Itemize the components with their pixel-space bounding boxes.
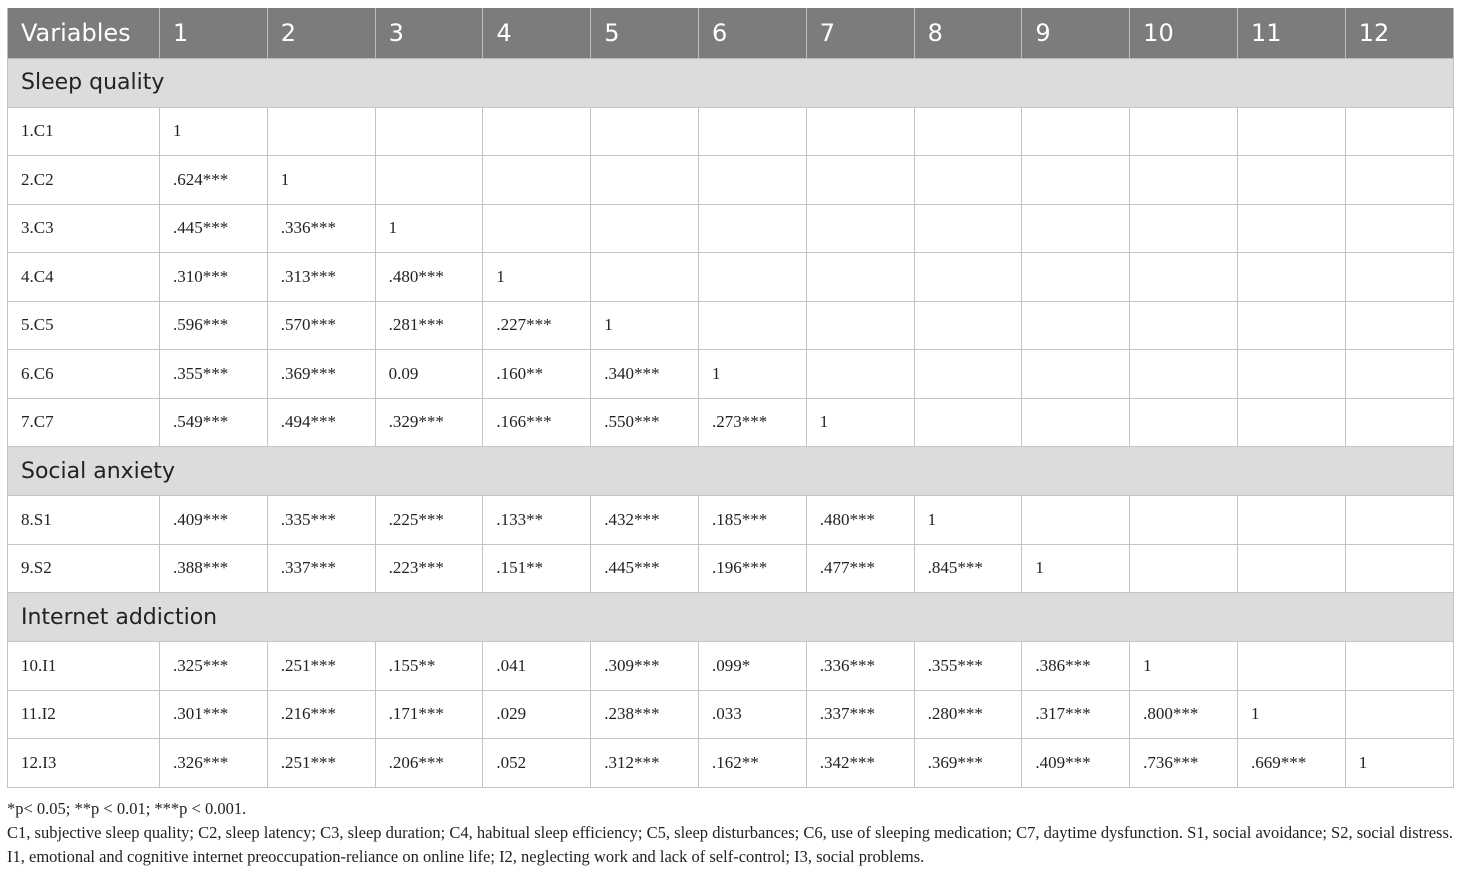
table-cell: .549*** <box>160 398 268 447</box>
table-cell <box>591 107 699 156</box>
section-title: Internet addiction <box>8 593 1454 642</box>
table-row <box>8 204 1454 253</box>
table-cell <box>1237 642 1345 691</box>
table-cell: .336*** <box>806 642 914 691</box>
table-cell <box>1345 642 1453 691</box>
table-notes <box>7 797 1453 869</box>
table-cell <box>806 107 914 156</box>
table-cell <box>1022 398 1130 447</box>
header-col-9: 9 <box>1022 8 1130 58</box>
section-row <box>8 58 1454 107</box>
table-cell: .550*** <box>591 398 699 447</box>
table-row <box>8 642 1454 691</box>
table-cell: .480*** <box>375 253 483 302</box>
table-cell: .329*** <box>375 398 483 447</box>
row-label: 7.C7 <box>8 398 160 447</box>
table-cell <box>375 107 483 156</box>
table-cell <box>591 156 699 205</box>
header-col-2: 2 <box>267 8 375 58</box>
table-cell <box>1022 350 1130 399</box>
header-col-11: 11 <box>1237 8 1345 58</box>
row-label: 9.S2 <box>8 544 160 593</box>
table-cell: .309*** <box>591 642 699 691</box>
section-row <box>8 593 1454 642</box>
table-cell: .369*** <box>914 739 1022 788</box>
table-cell <box>1022 301 1130 350</box>
table-cell <box>1237 107 1345 156</box>
table-cell: .273*** <box>698 398 806 447</box>
table-cell <box>1345 398 1453 447</box>
table-cell: .225*** <box>375 496 483 545</box>
table-cell: .281*** <box>375 301 483 350</box>
table-row <box>8 253 1454 302</box>
table-cell <box>1345 107 1453 156</box>
table-cell: .185*** <box>698 496 806 545</box>
row-label: 6.C6 <box>8 350 160 399</box>
table-cell <box>591 253 699 302</box>
table-row <box>8 156 1454 205</box>
table-cell: .340*** <box>591 350 699 399</box>
table-cell: .494*** <box>267 398 375 447</box>
table-cell <box>806 253 914 302</box>
correlation-table-container <box>7 8 1453 788</box>
table-cell: .280*** <box>914 690 1022 739</box>
table-cell <box>1345 156 1453 205</box>
table-cell: .325*** <box>160 642 268 691</box>
abbreviations-note: C1, subjective sleep quality; C2, sleep latency; C3, sleep duration; C4, habitual sleep efficiency; C5, sleep disturbances; C6, use of sleeping medication; C7, daytime dysfunction. S1, social avoidance; S2, social distress. I1, emotional and cognitive internet preoccupation-reliance on online life; I2, neglecting work and lack of self-control; I3, social problems. <box>7 823 1453 866</box>
table-cell: 1 <box>591 301 699 350</box>
table-cell <box>1237 496 1345 545</box>
table-cell: .171*** <box>375 690 483 739</box>
table-row <box>8 398 1454 447</box>
table-cell: .336*** <box>267 204 375 253</box>
table-row <box>8 350 1454 399</box>
table-cell: .409*** <box>1022 739 1130 788</box>
table-cell: .369*** <box>267 350 375 399</box>
table-cell <box>806 204 914 253</box>
table-cell <box>483 107 591 156</box>
table-cell: .800*** <box>1130 690 1238 739</box>
table-cell: .223*** <box>375 544 483 593</box>
table-cell: .251*** <box>267 739 375 788</box>
section-title: Social anxiety <box>8 447 1454 496</box>
table-cell: .160** <box>483 350 591 399</box>
table-cell <box>1237 350 1345 399</box>
header-col-6: 6 <box>698 8 806 58</box>
table-row <box>8 739 1454 788</box>
table-cell: .335*** <box>267 496 375 545</box>
table-cell <box>1022 496 1130 545</box>
table-cell <box>1237 544 1345 593</box>
table-cell: .445*** <box>591 544 699 593</box>
table-cell: .624*** <box>160 156 268 205</box>
table-cell <box>1130 107 1238 156</box>
table-cell: 1 <box>1237 690 1345 739</box>
table-cell: .570*** <box>267 301 375 350</box>
table-cell: .312*** <box>591 739 699 788</box>
header-col-5: 5 <box>591 8 699 58</box>
table-cell: .445*** <box>160 204 268 253</box>
table-cell <box>914 350 1022 399</box>
table-cell: 1 <box>1345 739 1453 788</box>
table-cell: .155** <box>375 642 483 691</box>
table-row <box>8 690 1454 739</box>
table-cell <box>698 107 806 156</box>
table-cell: .432*** <box>591 496 699 545</box>
table-row <box>8 107 1454 156</box>
table-cell <box>806 301 914 350</box>
table-cell <box>375 156 483 205</box>
table-cell <box>1130 398 1238 447</box>
table-cell <box>1345 253 1453 302</box>
table-cell <box>698 204 806 253</box>
row-label: 3.C3 <box>8 204 160 253</box>
table-cell <box>1345 350 1453 399</box>
table-cell: .596*** <box>160 301 268 350</box>
table-cell: .133** <box>483 496 591 545</box>
table-cell: .355*** <box>160 350 268 399</box>
table-cell: .238*** <box>591 690 699 739</box>
significance-note: *p< 0.05; **p < 0.01; ***p < 0.001. <box>7 799 247 818</box>
header-col-10: 10 <box>1130 8 1238 58</box>
table-cell: .216*** <box>267 690 375 739</box>
row-label: 1.C1 <box>8 107 160 156</box>
table-cell <box>698 156 806 205</box>
table-cell <box>483 204 591 253</box>
table-cell <box>698 253 806 302</box>
table-cell <box>1022 253 1130 302</box>
table-cell <box>1130 204 1238 253</box>
table-cell: .301*** <box>160 690 268 739</box>
table-cell: .480*** <box>806 496 914 545</box>
table-cell: .409*** <box>160 496 268 545</box>
header-col-3: 3 <box>375 8 483 58</box>
table-cell: .326*** <box>160 739 268 788</box>
table-cell: .033 <box>698 690 806 739</box>
section-row <box>8 447 1454 496</box>
header-col-7: 7 <box>806 8 914 58</box>
table-cell: 1 <box>698 350 806 399</box>
table-cell: .313*** <box>267 253 375 302</box>
table-cell <box>806 350 914 399</box>
table-cell: 1 <box>1130 642 1238 691</box>
table-cell: 1 <box>483 253 591 302</box>
table-row <box>8 496 1454 545</box>
table-cell: .337*** <box>806 690 914 739</box>
table-cell: 1 <box>914 496 1022 545</box>
table-cell <box>1130 253 1238 302</box>
table-cell: .099* <box>698 642 806 691</box>
table-cell <box>806 156 914 205</box>
table-row <box>8 544 1454 593</box>
row-label: 5.C5 <box>8 301 160 350</box>
table-cell <box>1237 398 1345 447</box>
table-cell <box>1345 690 1453 739</box>
table-cell: .227*** <box>483 301 591 350</box>
table-cell: .151** <box>483 544 591 593</box>
table-cell: .669*** <box>1237 739 1345 788</box>
table-row <box>8 301 1454 350</box>
table-cell <box>914 156 1022 205</box>
table-cell: 1 <box>160 107 268 156</box>
table-body <box>8 58 1454 787</box>
header-row <box>8 8 1454 58</box>
row-label: 12.I3 <box>8 739 160 788</box>
table-cell: .251*** <box>267 642 375 691</box>
table-cell: 1 <box>806 398 914 447</box>
table-cell <box>914 253 1022 302</box>
section-title: Sleep quality <box>8 58 1454 107</box>
table-cell: .041 <box>483 642 591 691</box>
table-cell <box>1022 156 1130 205</box>
table-cell <box>483 156 591 205</box>
row-label: 10.I1 <box>8 642 160 691</box>
table-cell <box>914 398 1022 447</box>
table-cell <box>1130 544 1238 593</box>
header-col-12: 12 <box>1345 8 1453 58</box>
table-cell: .337*** <box>267 544 375 593</box>
table-cell <box>267 107 375 156</box>
table-cell <box>1345 496 1453 545</box>
table-cell <box>1237 253 1345 302</box>
table-cell <box>914 204 1022 253</box>
row-label: 2.C2 <box>8 156 160 205</box>
table-cell: .052 <box>483 739 591 788</box>
table-cell <box>1237 301 1345 350</box>
table-cell <box>591 204 699 253</box>
table-cell <box>1022 204 1130 253</box>
header-variables: Variables <box>8 8 160 58</box>
table-cell <box>1022 107 1130 156</box>
table-cell: .388*** <box>160 544 268 593</box>
table-cell: .166*** <box>483 398 591 447</box>
table-cell: .317*** <box>1022 690 1130 739</box>
table-cell <box>1130 156 1238 205</box>
table-cell: .355*** <box>914 642 1022 691</box>
row-label: 8.S1 <box>8 496 160 545</box>
table-cell: .196*** <box>698 544 806 593</box>
table-cell: .736*** <box>1130 739 1238 788</box>
table-cell: 1 <box>267 156 375 205</box>
table-cell <box>1237 204 1345 253</box>
table-cell: .845*** <box>914 544 1022 593</box>
table-cell: .477*** <box>806 544 914 593</box>
table-cell <box>1130 350 1238 399</box>
header-col-4: 4 <box>483 8 591 58</box>
row-label: 4.C4 <box>8 253 160 302</box>
header-col-1: 1 <box>160 8 268 58</box>
table-cell: .310*** <box>160 253 268 302</box>
table-cell <box>698 301 806 350</box>
table-cell <box>914 301 1022 350</box>
table-cell <box>1130 496 1238 545</box>
table-cell: 0.09 <box>375 350 483 399</box>
header-col-8: 8 <box>914 8 1022 58</box>
table-cell <box>1345 204 1453 253</box>
table-cell <box>1345 301 1453 350</box>
table-cell <box>914 107 1022 156</box>
table-cell <box>1237 156 1345 205</box>
table-cell: .029 <box>483 690 591 739</box>
table-cell: .206*** <box>375 739 483 788</box>
table-cell: 1 <box>375 204 483 253</box>
row-label: 11.I2 <box>8 690 160 739</box>
table-cell: 1 <box>1022 544 1130 593</box>
table-cell: .162** <box>698 739 806 788</box>
table-cell: .386*** <box>1022 642 1130 691</box>
table-cell <box>1345 544 1453 593</box>
table-cell: .342*** <box>806 739 914 788</box>
table-cell <box>1130 301 1238 350</box>
correlation-table <box>7 8 1454 788</box>
